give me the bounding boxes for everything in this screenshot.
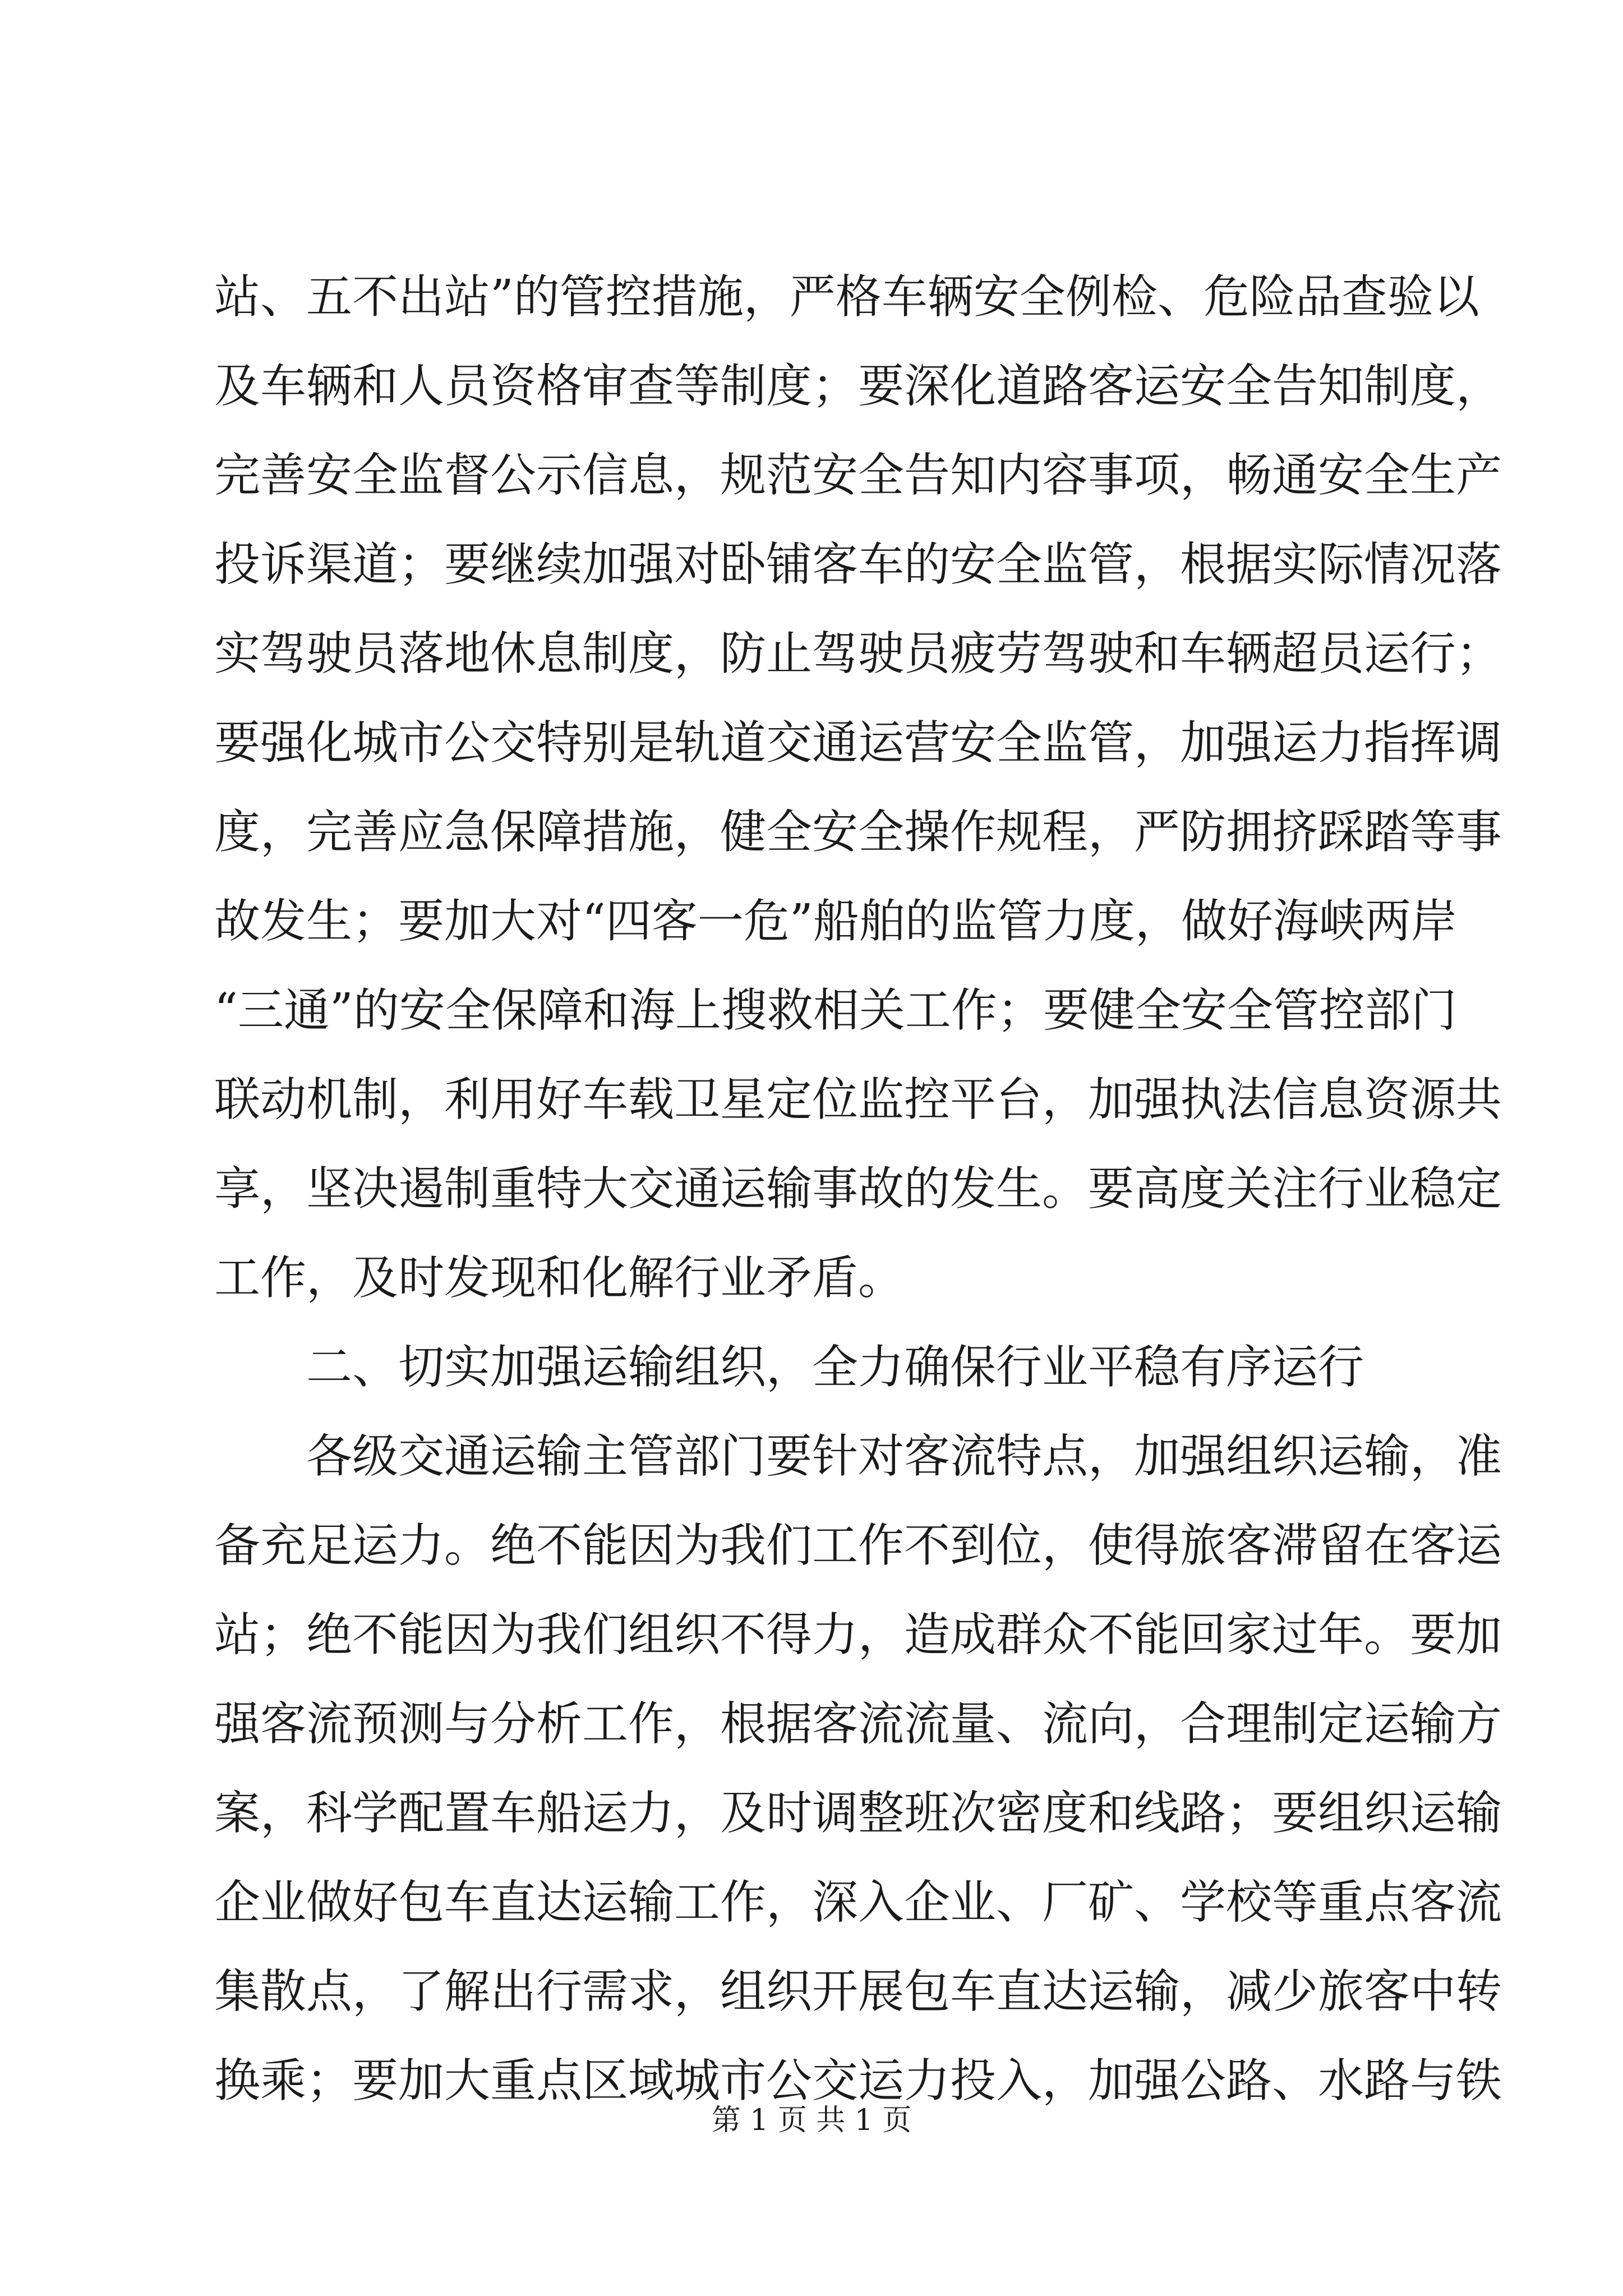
text-line: 故发生；要加大对“四客一危”船舶的监管力度，做好海峡两岸 — [214, 895, 1457, 948]
text-line: 工作，及时发现和化解行业矛盾。 — [214, 1251, 905, 1305]
page-footer: 第 1 页 共 1 页 — [711, 2104, 912, 2137]
text-line: 集散点，了解出行需求，组织开展包车直达运输，减少旅客中转 — [214, 1965, 1502, 2018]
text-line: “三通”的安全保障和海上搜救相关工作；要健全安全管控部门 — [214, 984, 1457, 1037]
text-line: 及车辆和人员资格审查等制度；要深化道路客运安全告知制度， — [214, 360, 1502, 413]
text-line: 企业做好包车直达运输工作，深入企业、厂矿、学校等重点客流 — [214, 1876, 1502, 1929]
text-line: 各级交通运输主管部门要针对客流特点，加强组织运输，准 — [306, 1430, 1502, 1483]
text-line: 站、五不出站”的管控措施，严格车辆安全例检、危险品查验以 — [214, 270, 1479, 324]
text-line: 完善安全监督公示信息，规范安全告知内容事项，畅通安全生产 — [214, 449, 1502, 502]
text-line: 要强化城市公交特别是轨道交通运营安全监管，加强运力指挥调 — [214, 716, 1502, 770]
text-line: 联动机制，利用好车载卫星定位监控平台，加强执法信息资源共 — [214, 1073, 1502, 1126]
text-line: 享，坚决遏制重特大交通运输事故的发生。要高度关注行业稳定 — [214, 1162, 1502, 1216]
body-text — [214, 252, 1502, 2125]
text-line: 案，科学配置车船运力，及时调整班次密度和线路；要组织运输 — [214, 1787, 1502, 1840]
text-line: 实驾驶员落地休息制度，防止驾驶员疲劳驾驶和车辆超员运行； — [214, 627, 1502, 680]
text-line: 站；绝不能因为我们组织不得力，造成群众不能回家过年。要加 — [214, 1608, 1502, 1662]
text-line: 换乘；要加大重点区域城市公交运力投入，加强公路、水路与铁 — [214, 2054, 1502, 2108]
text-line: 度，完善应急保障措施，健全安全操作规程，严防拥挤踩踏等事 — [214, 806, 1502, 859]
section-heading: 二、切实加强运输组织，全力确保行业平稳有序运行 — [306, 1341, 1364, 1394]
text-line: 备充足运力。绝不能因为我们工作不到位，使得旅客滞留在客运 — [214, 1519, 1502, 1572]
text-line: 强客流预测与分析工作，根据客流流量、流向，合理制定运输方 — [214, 1697, 1502, 1751]
text-line: 投诉渠道；要继续加强对卧铺客车的安全监管，根据实际情况落 — [214, 538, 1502, 591]
